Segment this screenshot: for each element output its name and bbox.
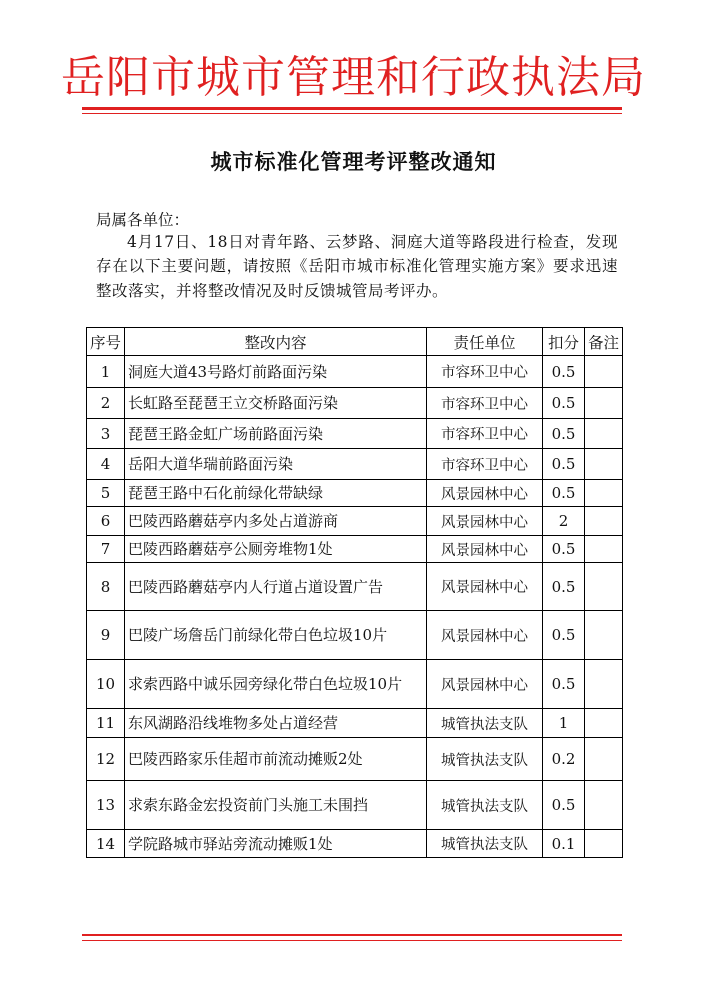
header-note: 备注 (585, 328, 623, 356)
row-score: 0.2 (543, 738, 585, 781)
row-score: 0.5 (543, 536, 585, 563)
row-content: 求索东路金宏投资前门头施工未围挡 (125, 781, 427, 830)
header-rule-thin (82, 113, 622, 114)
row-note (585, 660, 623, 709)
row-unit: 风景园林中心 (427, 536, 543, 563)
row-note (585, 480, 623, 507)
row-number: 14 (87, 830, 125, 858)
row-number: 2 (87, 388, 125, 419)
rectification-table (86, 327, 623, 858)
row-number: 8 (87, 563, 125, 611)
row-number: 5 (87, 480, 125, 507)
row-score: 1 (543, 709, 585, 738)
row-score: 0.5 (543, 563, 585, 611)
row-unit: 市容环卫中心 (427, 419, 543, 449)
org-letterhead-title: 岳阳市城市管理和行政执法局 (61, 52, 646, 103)
row-unit: 市容环卫中心 (427, 388, 543, 419)
row-content: 东风湖路沿线堆物多处占道经营 (125, 709, 427, 738)
table-row (87, 611, 623, 660)
header-score: 扣分 (543, 328, 585, 356)
row-content: 学院路城市驿站旁流动摊贩1处 (125, 830, 427, 858)
row-note (585, 781, 623, 830)
row-content: 巴陵西路蘑菇亭内人行道占道设置广告 (125, 563, 427, 611)
row-content: 洞庭大道43号路灯前路面污染 (125, 356, 427, 388)
row-content: 求索西路中诚乐园旁绿化带白色垃圾10片 (125, 660, 427, 709)
row-unit: 风景园林中心 (427, 563, 543, 611)
row-content: 琵琶王路金虹广场前路面污染 (125, 419, 427, 449)
row-note (585, 709, 623, 738)
row-number: 13 (87, 781, 125, 830)
row-score: 0.5 (543, 781, 585, 830)
row-number: 12 (87, 738, 125, 781)
row-content: 巴陵西路蘑菇亭内多处占道游商 (125, 507, 427, 536)
table-header-row (87, 328, 623, 356)
row-note (585, 738, 623, 781)
salutation: 局属各单位： (96, 211, 190, 229)
row-note (585, 611, 623, 660)
header-content: 整改内容 (125, 328, 427, 356)
row-number: 3 (87, 419, 125, 449)
row-unit: 城管执法支队 (427, 830, 543, 858)
row-content: 长虹路至琵琶王立交桥路面污染 (125, 388, 427, 419)
row-score: 0.5 (543, 611, 585, 660)
row-note (585, 507, 623, 536)
table-row (87, 449, 623, 480)
row-unit: 城管执法支队 (427, 709, 543, 738)
row-unit: 风景园林中心 (427, 480, 543, 507)
table-row (87, 563, 623, 611)
header-no: 序号 (87, 328, 125, 356)
footer-rule-thin (82, 940, 622, 941)
row-note (585, 563, 623, 611)
row-content: 巴陵西路家乐佳超市前流动摊贩2处 (125, 738, 427, 781)
table-row (87, 356, 623, 388)
row-note (585, 830, 623, 858)
row-unit: 城管执法支队 (427, 738, 543, 781)
row-number: 6 (87, 507, 125, 536)
row-content: 巴陵广场詹岳门前绿化带白色垃圾10片 (125, 611, 427, 660)
table-row (87, 419, 623, 449)
row-note (585, 449, 623, 480)
table-row (87, 480, 623, 507)
row-score: 0.5 (543, 449, 585, 480)
notice-body: 4月17日、18日对青年路、云梦路、洞庭大道等路段进行检查，发现存在以下主要问题，请按照《岳阳市城市标准化管理实施方案》要求迅速整改落实，并将整改情况及时反馈城管局考评办。 (96, 233, 618, 300)
row-note (585, 536, 623, 563)
row-content: 巴陵西路蘑菇亭公厕旁堆物1处 (125, 536, 427, 563)
table-row (87, 388, 623, 419)
row-score: 0.5 (543, 480, 585, 507)
row-score: 0.5 (543, 388, 585, 419)
row-note (585, 419, 623, 449)
row-unit: 市容环卫中心 (427, 449, 543, 480)
row-note (585, 356, 623, 388)
row-note (585, 388, 623, 419)
row-number: 10 (87, 660, 125, 709)
row-unit: 风景园林中心 (427, 611, 543, 660)
row-content: 琵琶王路中石化前绿化带缺绿 (125, 480, 427, 507)
table-row (87, 660, 623, 709)
table-row (87, 536, 623, 563)
table-row (87, 738, 623, 781)
header-rule-thick (82, 107, 622, 110)
row-score: 0.5 (543, 660, 585, 709)
row-score: 2 (543, 507, 585, 536)
row-unit: 市容环卫中心 (427, 356, 543, 388)
row-score: 0.5 (543, 419, 585, 449)
table-row (87, 781, 623, 830)
row-content: 岳阳大道华瑞前路面污染 (125, 449, 427, 480)
notice-title: 城市标准化管理考评整改通知 (210, 150, 497, 174)
row-unit: 城管执法支队 (427, 781, 543, 830)
row-score: 0.1 (543, 830, 585, 858)
row-number: 9 (87, 611, 125, 660)
row-number: 7 (87, 536, 125, 563)
header-unit: 责任单位 (427, 328, 543, 356)
table-row (87, 830, 623, 858)
row-number: 4 (87, 449, 125, 480)
row-number: 11 (87, 709, 125, 738)
footer-rule-thick (82, 934, 622, 936)
row-unit: 风景园林中心 (427, 507, 543, 536)
row-unit: 风景园林中心 (427, 660, 543, 709)
table-row (87, 507, 623, 536)
row-number: 1 (87, 356, 125, 388)
row-score: 0.5 (543, 356, 585, 388)
table-row (87, 709, 623, 738)
